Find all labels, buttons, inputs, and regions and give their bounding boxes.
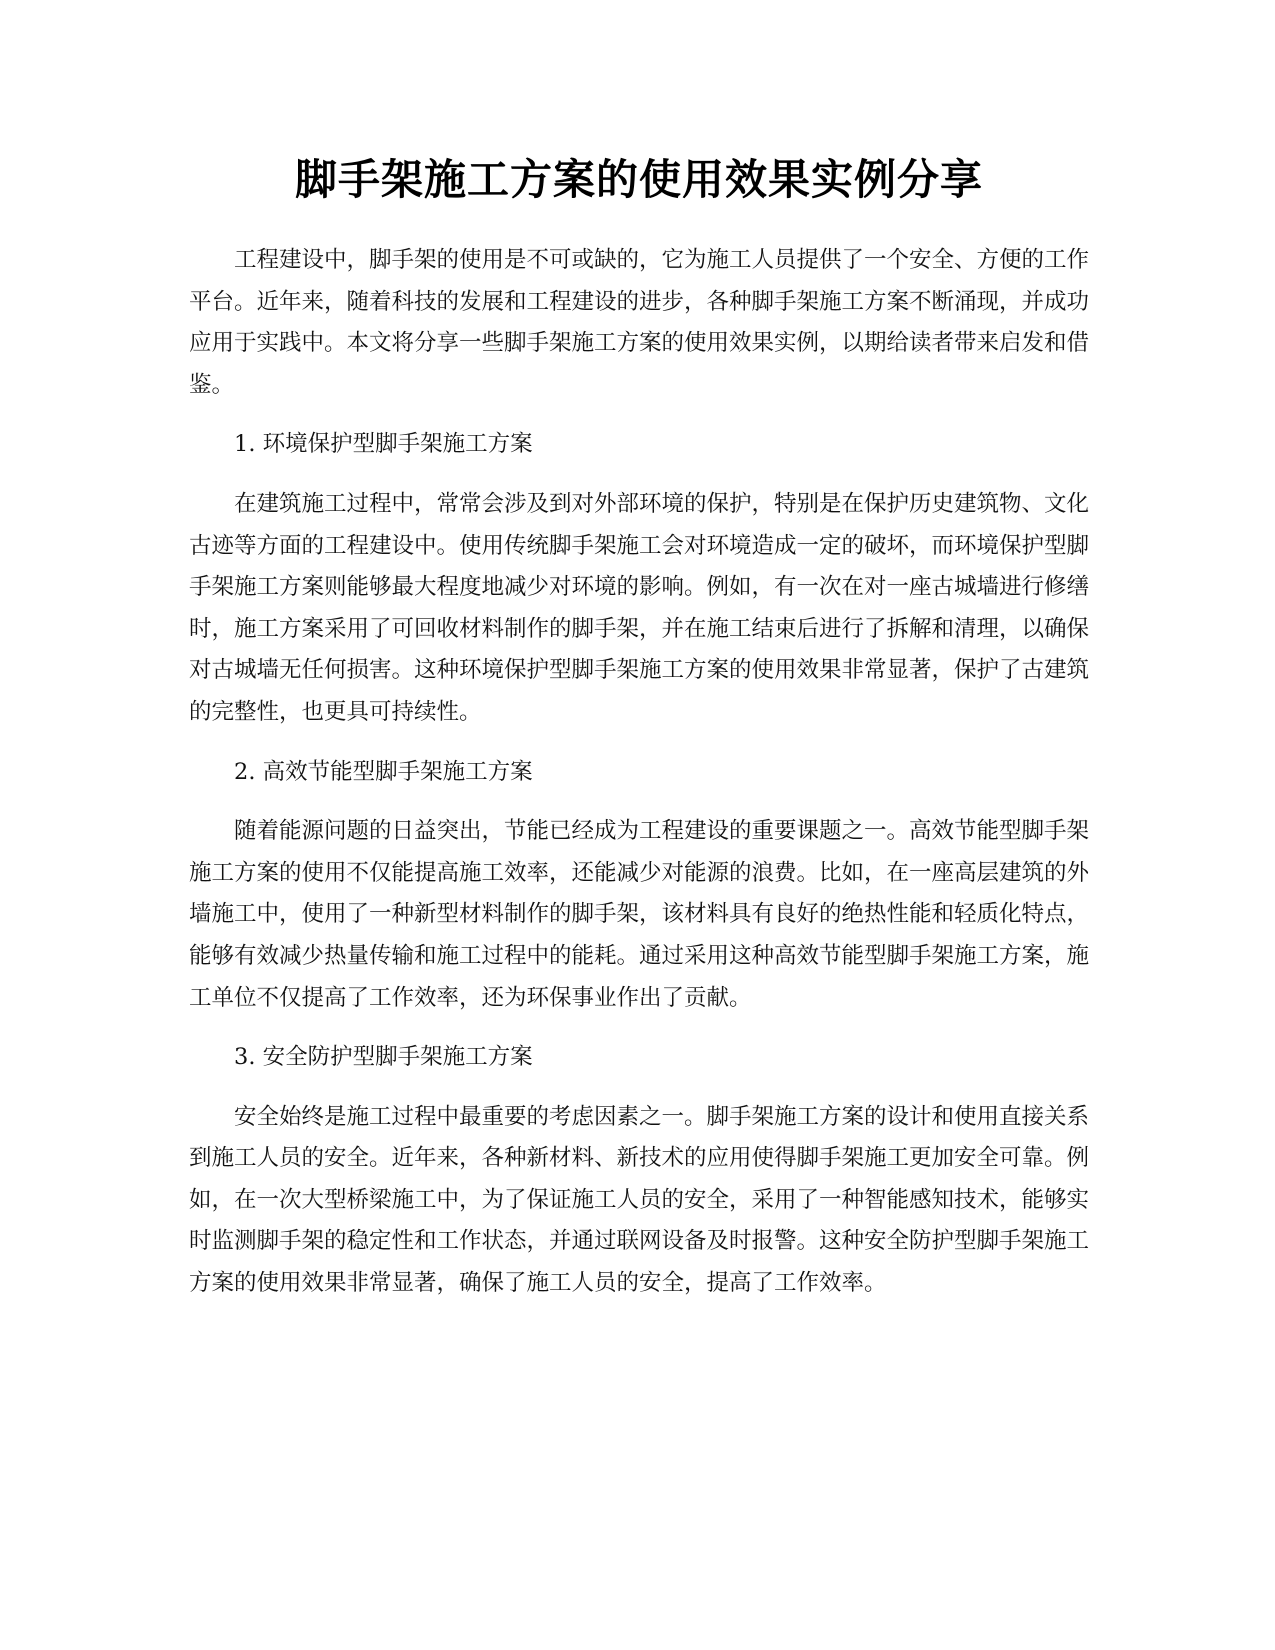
intro-paragraph: 工程建设中，脚手架的使用是不可或缺的，它为施工人员提供了一个安全、方便的工作平台。近年来，随着科技的发展和工程建设的进步，各种脚手架施工方案不断涌现，并成功应用于实践中。本文将分享一些脚手架施工方案的使用效果实例，以期给读者带来启发和借鉴。 — [189, 247, 1090, 398]
section-heading-3: 3. 安全防护型脚手架施工方案 — [234, 1044, 533, 1071]
section-body-3: 安全始终是施工过程中最重要的考虑因素之一。脚手架施工方案的设计和使用直接关系到施工人员的安全。近年来，各种新材料、新技术的应用使得脚手架施工更加安全可靠。例如，在一次大型桥梁施工中，为了保证施工人员的安全，采用了一种智能感知技术，能够实时监测脚手架的稳定性和工作状态，并通过联网设备及时报警。这种安全防护型脚手架施工方案的使用效果非常显著，确保了施工人员的安全，提高了工作效率。 — [189, 1103, 1090, 1297]
document-title: 脚手架施工方案的使用效果实例分享 — [294, 155, 983, 204]
document-content — [189, 148, 1089, 1305]
section-heading-2: 2. 高效节能型脚手架施工方案 — [234, 758, 533, 785]
section-body-2: 随着能源问题的日益突出，节能已经成为工程建设的重要课题之一。高效节能型脚手架施工方案的使用不仅能提高施工效率，还能减少对能源的浪费。比如，在一座高层建筑的外墙施工中，使用了一种新型材料制作的脚手架，该材料具有良好的绝热性能和轻质化特点，能够有效减少热量传输和施工过程中的能耗。通过采用这种高效节能型脚手架施工方案，施工单位不仅提高了工作效率，还为环保事业作出了贡献。 — [189, 818, 1090, 1011]
section-heading-1: 1. 环境保护型脚手架施工方案 — [234, 431, 533, 458]
section-body-1: 在建筑施工过程中，常常会涉及到对外部环境的保护，特别是在保护历史建筑物、文化古迹等方面的工程建设中。使用传统脚手架施工会对环境造成一定的破坏，而环境保护型脚手架施工方案则能够最大程度地减少对环境的影响。例如，有一次在对一座古城墙进行修缮时，施工方案采用了可回收材料制作的脚手架，并在施工结束后进行了拆解和清理，以确保对古城墙无任何损害。这种环境保护型脚手架施工方案的使用效果非常显著，保护了古建筑的完整性，也更具可持续性。 — [189, 490, 1090, 725]
